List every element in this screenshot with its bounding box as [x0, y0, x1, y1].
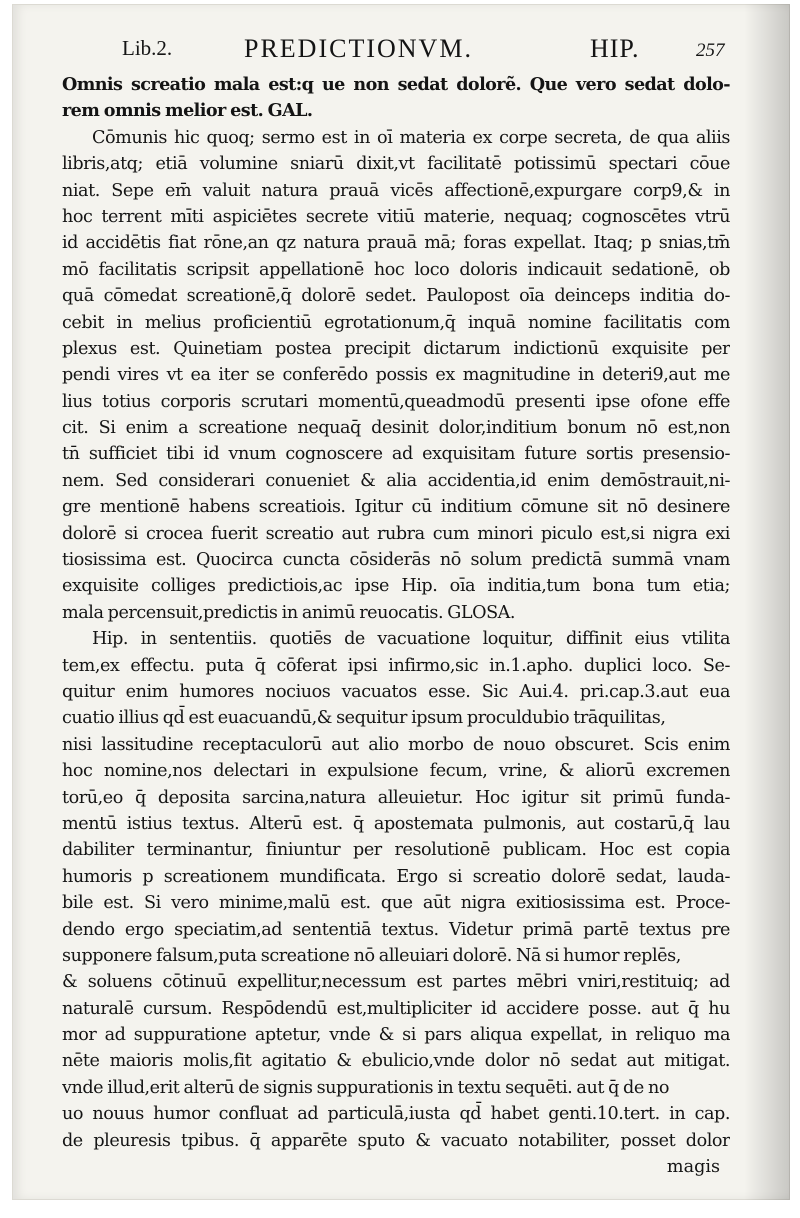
text-line: humoris p screationem mundificata. Ergo si screatio dolorē sedat, lauda-	[62, 866, 730, 887]
text-line: torū,eo q̄ deposita sarcina,natura alleuietur. Hoc igitur sit primū funda-	[62, 787, 730, 808]
text-line: naturalē cursum. Respōdendū est,multipliciter id accidere posse. aut q̄ hu	[62, 998, 730, 1019]
text-lines	[62, 72, 730, 1154]
text-line: mentū istius textus. Alterū est. q̄ apostemata pulmonis, aut costarū,q̄ lau	[62, 813, 730, 834]
book-page	[12, 4, 790, 1200]
text-line: Omnis screatio mala est:q ue non sedat dolorẽ. Que vero sedat dolo-	[62, 74, 730, 95]
text-line: gre mentionē habens screatiois. Igitur cū inditium cōmune sit nō desinere	[62, 497, 730, 518]
page-edge-shadow	[744, 4, 790, 1200]
text-line: quā cōmedat screationē,q̄ dolorē sedet. Paulopost oīa deinceps inditia do-	[62, 286, 730, 307]
text-line: vnde illud,erit alterū de signis suppurationis in textu sequēti. aut q̄ de no	[62, 1077, 670, 1098]
text-line: uo nouus humor confluat ad particulā,iusta qd̄ habet genti.10.tert. in cap.	[62, 1104, 730, 1125]
text-line: id accidētis fiat rōne,an qz natura prauā mā; foras expellat. Itaq; p snias,tm̄	[62, 233, 730, 254]
text-line: tn̄ sufficiet tibi id vnum cognoscere ad exquisitam future sortis presensio-	[62, 444, 730, 465]
text-line: cebit in melius proficientiū egrotationum,q̄ inquā nomine facilitatis com	[62, 312, 730, 333]
running-header	[62, 34, 730, 72]
text-line: pendi vires vt ea iter se conferēdo possis ex magnitudine in deteri9,aut me	[62, 365, 730, 386]
text-line: nēte maioris molis,fit agitatio & ebulicio,vnde dolor nō sedat aut mitigat.	[62, 1051, 730, 1072]
text-line: cit. Si enim a screatione nequaq̄ desinit dolor,inditium bonum nō est,non	[62, 418, 730, 439]
text-line: hoc terrent mīti aspiciētes secrete vitiū materie, nequaq; cognoscētes vtrū	[62, 206, 730, 227]
text-line: quitur enim humores nociuos vacuatos esse. Sic Aui.4. pri.cap.3.aut eua	[62, 681, 730, 702]
text-line: Hip. in sententiis. quotiēs de vacuatione loquitur, diffinit eius vtilita	[92, 629, 730, 650]
text-line: nem. Sed considerari conueniet & alia accidentia,id enim demōstrauit,ni-	[62, 470, 730, 491]
header-title: PREDICTIONVM.	[244, 34, 473, 63]
text-line: bile est. Si vero minime,malū est. que aūt nigra exitiosissima est. Proce-	[62, 893, 730, 914]
text-line: supponere falsum,puta screatione nō alleuiari dolorē. Nā si humor replēs,	[62, 945, 681, 966]
text-line: lius totius corporis scrutari momentū,queadmodū presenti ipse ofone effe	[62, 391, 730, 412]
text-line: Cōmunis hic quoq; sermo est in oī materia ex corpe secreta, de qua aliis	[92, 127, 730, 148]
text-line: mor ad suppuratione aptetur, vnde & si pars aliqua expellat, in reliquo ma	[62, 1025, 730, 1046]
catchword: magis	[666, 1157, 720, 1178]
text-line: tiosissima est. Quocirca cuncta cōsiderās nō solum predictā summā vnam	[62, 550, 730, 571]
text-line: cuatio illius qd̄ est euacuandū,& sequitur ipsum proculdubio trāquilitas,	[62, 708, 666, 729]
text-line: dabiliter terminantur, finiuntur per resolutionē publicam. Hoc est copia	[62, 840, 730, 861]
text-line: plexus est. Quinetiam postea precipit dictarum indictionū exquisite per	[62, 338, 730, 359]
text-line: mala percensuit,predictis in animū reuocatis. GLOSA.	[62, 602, 516, 623]
text-line: mō facilitatis scripsit appellationē hoc loco doloris indicauit sedationē, ob	[62, 259, 730, 280]
header-author: HIP.	[590, 34, 640, 63]
text-line: de pleuresis tpibus. q̄ apparēte sputo & vacuato notabiliter, posset dolor	[62, 1130, 730, 1151]
text-line: libris,atq; etiā volumine sniarū dixit,vt facilitatē potissimū spectari cōue	[62, 154, 730, 175]
page-number: 257	[696, 40, 725, 61]
text-line: dendo ergo speciatim,ad sententiā textus. Videtur primā partē textus pre	[62, 919, 730, 940]
text-line: exquisite colliges predictiois,ac ipse Hip. oīa inditia,tum bona tum etia;	[62, 576, 730, 597]
header-book-number: Lib.2.	[122, 36, 173, 60]
text-line: niat. Sepe em̄ valuit natura prauā vicēs affectionē,expurgare corp9,& in	[62, 180, 730, 201]
text-line: rem omnis melior est. GAL.	[62, 100, 313, 122]
text-line: hoc nomine,nos delectari in expulsione fecum, vrine, & aliorū excremen	[62, 761, 730, 782]
text-line: dolorē si crocea fuerit screatio aut rubra cum minori piculo est,si nigra exi	[62, 523, 730, 544]
text-line: tem,ex effectu. puta q̄ cōferat ipsi infirmo,sic in.1.apho. duplici loco. Se-	[62, 655, 730, 676]
text-block	[62, 34, 730, 1180]
text-line: & soluens cōtinuū expellitur,necessum est partes mēbri vniri,restituiq; ad	[62, 972, 730, 993]
text-line: nisi lassitudine receptaculorū aut alio morbo de nouo obscuret. Scis enim	[62, 734, 730, 755]
